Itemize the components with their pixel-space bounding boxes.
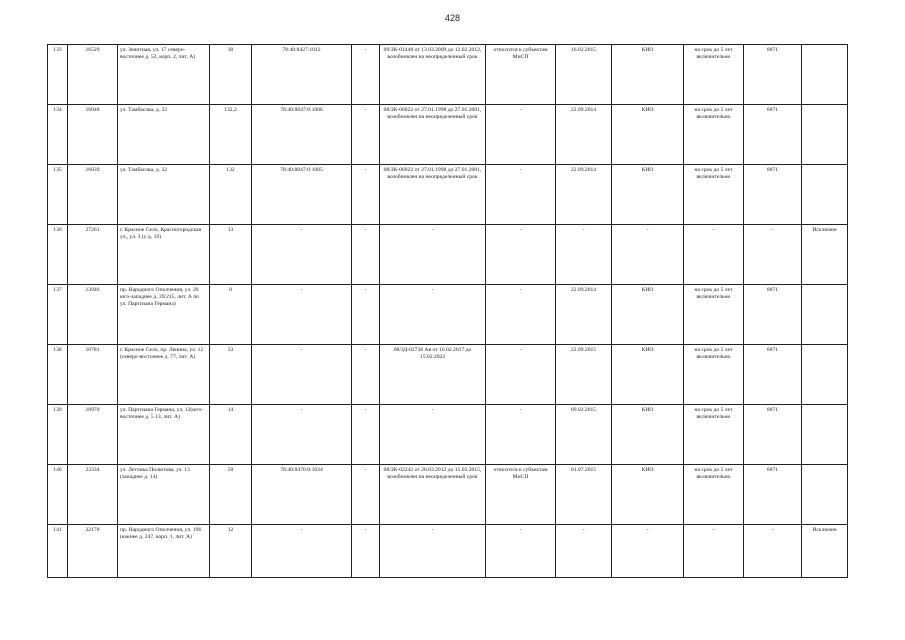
note-cell	[802, 165, 848, 225]
note-cell: Исключен	[802, 225, 848, 285]
cadastral-number-cell: -	[252, 405, 352, 465]
encumbrance-cell: -	[352, 285, 380, 345]
lease-term-cell: на срок до 5 лет включительно	[684, 405, 744, 465]
address-cell: ул. Зенитная, ул. 17 северо-восточнее д. 52, корп. 2, лит. А)	[118, 45, 210, 105]
lease-term-cell: на срок до 5 лет включительно	[684, 465, 744, 525]
encumbrance-cell: -	[352, 45, 380, 105]
inclusion-date-cell: -	[556, 225, 612, 285]
page-number: 428	[444, 13, 461, 23]
address-cell: г. Красное Село, Красногородская ул., ул. 3 (у д. 19)	[118, 225, 210, 285]
note-cell	[802, 45, 848, 105]
address-cell: ул. Партизана Германа, ул. 12(юго-восточнее д. 5 13, лит. А)	[118, 405, 210, 465]
sme-status-cell: -	[486, 525, 556, 578]
code-cell: 8871	[744, 345, 802, 405]
lease-term-cell: на срок до 5 лет включительно	[684, 345, 744, 405]
authority-cell: КИО	[612, 285, 684, 345]
sme-status-cell: -	[486, 405, 556, 465]
sme-status-cell: -	[486, 105, 556, 165]
registry-number-cell: 18970	[68, 405, 118, 465]
inclusion-date-cell: 09.02.2015	[556, 405, 612, 465]
sme-status-cell: относится к субъектам МиСП	[486, 45, 556, 105]
cadastral-number-cell: 78:40:8847:0:1005	[252, 165, 352, 225]
authority-cell: -	[612, 525, 684, 578]
authority-cell: КИО	[612, 345, 684, 405]
lease-agreement-cell: 08/ЗК-02242 от 26.03.2012 до 15.03.2015, возобновлен на неопределенный срок	[380, 465, 486, 525]
table-row	[48, 225, 848, 285]
note-cell: Исключен	[802, 525, 848, 578]
inclusion-date-cell: 22.09.2014	[556, 105, 612, 165]
encumbrance-cell: -	[352, 465, 380, 525]
encumbrance-cell: -	[352, 225, 380, 285]
address-cell: пр. Народного Ополчения, ул. 39 юго-западнее д. 39/215, лит. А по ул. Партизана Германа)	[118, 285, 210, 345]
code-cell: 8871	[744, 285, 802, 345]
cadastral-number-cell: 78:40:8427:1012	[252, 45, 352, 105]
authority-cell: КИО	[612, 405, 684, 465]
table-row	[48, 285, 848, 345]
address-cell: г. Красное Село, пр. Ленина, ул. 12 (северо-восточнее д. 77, лит. А)	[118, 345, 210, 405]
table-row	[48, 105, 848, 165]
lease-agreement-cell: -	[380, 285, 486, 345]
lease-term-cell: на срок до 5 лет включительно	[684, 165, 744, 225]
registry-number-cell: 23334	[68, 465, 118, 525]
address-cell: ул. Тамбасова, д. 32	[118, 105, 210, 165]
registry-number-cell: 16048	[68, 105, 118, 165]
lease-agreement-cell: -	[380, 225, 486, 285]
lease-agreement-cell: 09/ЗК-01448 от 13.03.2009 до 12.02.2012, возобновлен на неопределенный срок	[380, 45, 486, 105]
table-row	[48, 165, 848, 225]
lease-term-cell: -	[684, 225, 744, 285]
lease-agreement-cell: 08/ЗК-06022 от 27.01.1998 до 27.01.2001, возобновлен на неопределенный срок	[380, 165, 486, 225]
sme-status-cell: -	[486, 285, 556, 345]
table-row	[48, 45, 848, 105]
row-number-cell: 138	[48, 345, 68, 405]
area-cell: 13	[210, 225, 252, 285]
row-number-cell: 140	[48, 465, 68, 525]
note-cell	[802, 465, 848, 525]
encumbrance-cell: -	[352, 105, 380, 165]
lease-agreement-cell: -	[380, 525, 486, 578]
encumbrance-cell: -	[352, 165, 380, 225]
note-cell	[802, 405, 848, 465]
encumbrance-cell: -	[352, 525, 380, 578]
cadastral-number-cell: -	[252, 345, 352, 405]
address-cell: пр. Народного Ополчения, ул. 196 (южнее д. 247, корп. 1, лит. А)	[118, 525, 210, 578]
inclusion-date-cell: 22.09.2014	[556, 285, 612, 345]
lease-agreement-cell: -	[380, 405, 486, 465]
inclusion-date-cell: 01.07.2015	[556, 465, 612, 525]
cadastral-number-cell: 78:40:8476:0:1034	[252, 465, 352, 525]
lease-agreement-cell: 08/ЗК-06022 от 27.01.1998 до 27.01.2001, возобновлен на неопределенный срок	[380, 105, 486, 165]
authority-cell: КИО	[612, 45, 684, 105]
lease-term-cell: на срок до 5 лет включительно	[684, 105, 744, 165]
address-cell: ул. Тамбасова, д. 32	[118, 165, 210, 225]
area-cell: 33	[210, 345, 252, 405]
area-cell: 132,2	[210, 105, 252, 165]
cadastral-number-cell: -	[252, 285, 352, 345]
area-cell: 132	[210, 165, 252, 225]
code-cell: 8871	[744, 465, 802, 525]
row-number-cell: 137	[48, 285, 68, 345]
table-row	[48, 465, 848, 525]
code-cell: 8871	[744, 405, 802, 465]
sme-status-cell: -	[486, 165, 556, 225]
table-row	[48, 345, 848, 405]
registry-number-cell: 27261	[68, 225, 118, 285]
lease-term-cell: на срок до 5 лет включительно	[684, 45, 744, 105]
sme-status-cell: -	[486, 345, 556, 405]
encumbrance-cell: -	[352, 345, 380, 405]
sme-status-cell: -	[486, 225, 556, 285]
note-cell	[802, 285, 848, 345]
code-cell: -	[744, 225, 802, 285]
area-cell: 30	[210, 45, 252, 105]
row-number-cell: 139	[48, 405, 68, 465]
row-number-cell: 134	[48, 105, 68, 165]
code-cell: 8871	[744, 45, 802, 105]
lease-agreement-cell: 08/ЗД-02738 Ав от 16.02.2017 до 15.02.2022	[380, 345, 486, 405]
inclusion-date-cell: 22.09.2015	[556, 345, 612, 405]
lease-term-cell: на срок до 5 лет включительно	[684, 285, 744, 345]
code-cell: 8871	[744, 165, 802, 225]
encumbrance-cell: -	[352, 405, 380, 465]
registry-number-cell: 16529	[68, 45, 118, 105]
table-row	[48, 405, 848, 465]
registry-number-cell: 16039	[68, 165, 118, 225]
registry-number-cell: 22178	[68, 525, 118, 578]
row-number-cell: 136	[48, 225, 68, 285]
cadastral-number-cell: -	[252, 525, 352, 578]
area-cell: 50	[210, 465, 252, 525]
area-cell: 8	[210, 285, 252, 345]
registry-number-cell: 10781	[68, 345, 118, 405]
row-number-cell: 141	[48, 525, 68, 578]
address-cell: ул. Летчика Пилютова, ул. 13 (западнее д. 14)	[118, 465, 210, 525]
sme-status-cell: относится к субъектам МиСП	[486, 465, 556, 525]
cadastral-number-cell: -	[252, 225, 352, 285]
authority-cell: -	[612, 225, 684, 285]
cadastral-number-cell: 78:40:8847:0:1006	[252, 105, 352, 165]
code-cell: -	[744, 525, 802, 578]
note-cell	[802, 345, 848, 405]
authority-cell: КИО	[612, 165, 684, 225]
area-cell: 12	[210, 525, 252, 578]
code-cell: 8871	[744, 105, 802, 165]
row-number-cell: 135	[48, 165, 68, 225]
inclusion-date-cell: 16.02.2015	[556, 45, 612, 105]
authority-cell: КИО	[612, 105, 684, 165]
authority-cell: КИО	[612, 465, 684, 525]
registry-number-cell: 13946	[68, 285, 118, 345]
row-number-cell: 133	[48, 45, 68, 105]
lease-term-cell: -	[684, 525, 744, 578]
note-cell	[802, 105, 848, 165]
area-cell: 14	[210, 405, 252, 465]
table-row	[48, 525, 848, 578]
inclusion-date-cell: 22.09.2014	[556, 165, 612, 225]
registry-table	[47, 44, 848, 578]
inclusion-date-cell: -	[556, 525, 612, 578]
